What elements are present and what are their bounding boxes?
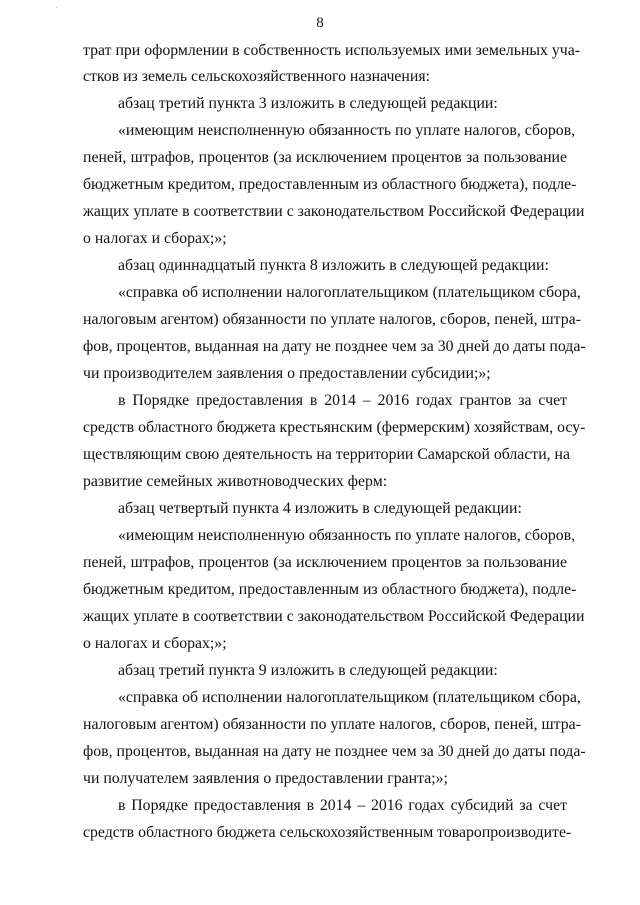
text-line-3: абзац третий пункта 3 изложить в следующей редакции: [118,95,498,112]
text-line-9: абзац одиннадцатый пункта 8 изложить в следующей редакции: [118,257,549,274]
text-line-20: пеней, штрафов, процентов (за исключением процентов за пользование [83,554,567,571]
text-line-29: в Порядке предоставления в 2014 – 2016 годах субсидий за счет [118,797,567,814]
text-line-30: средств областного бюджета сельскохозяйственным товаропроизводите- [83,824,572,841]
text-line-8: о налогах и сборах;»; [83,230,227,247]
text-line-2: стков из земель сельскохозяйственного назначения: [83,68,430,85]
text-line-16: ществляющим свою деятельность на территории Самарской области, на [83,446,571,463]
text-line-10: «справка об исполнении налогоплательщиком (плательщиком сбора, [118,284,581,301]
text-line-4: «имеющим неисполненную обязанность по уплате налогов, сборов, [118,122,576,139]
text-line-5: пеней, штрафов, процентов (за исключением процентов за пользование [83,149,567,166]
text-line-14: в Порядке предоставления в 2014 – 2016 годах грантов за счет [118,392,567,409]
text-line-22: жащих уплате в соответствии с законодательством Российской Федерации [83,608,585,625]
text-line-1: трат при оформлении в собственность используемых ими земельных уча- [83,42,581,59]
text-line-18: абзац четвертый пункта 4 изложить в следующей редакции: [118,500,522,517]
text-line-25: «справка об исполнении налогоплательщиком (плательщиком сбора, [118,689,581,706]
text-line-21: бюджетным кредитом, предоставленным из областного бюджета), подле- [83,581,577,598]
text-line-27: фов, процентов, выданная на дату не позднее чем за 30 дней до даты пода- [83,743,586,760]
scan-mark: . [56,2,58,10]
text-line-19: «имеющим неисполненную обязанность по уплате налогов, сборов, [118,527,576,544]
text-line-11: налоговым агентом) обязанности по уплате налогов, сборов, пеней, штра- [83,311,581,328]
text-line-17: развитие семейных животноводческих ферм: [83,473,388,490]
text-line-23: о налогах и сборах;»; [83,635,227,652]
text-line-13: чи производителем заявления о предоставлении субсидии;»; [83,365,491,382]
text-line-28: чи получателем заявления о предоставлении гранта;»; [83,770,448,787]
text-line-12: фов, процентов, выданная на дату не позднее чем за 30 дней до даты пода- [83,338,586,355]
text-line-26: налоговым агентом) обязанности по уплате налогов, сборов, пеней, штра- [83,716,581,733]
text-line-6: бюджетным кредитом, предоставленным из областного бюджета), подле- [83,176,577,193]
text-line-24: абзац третий пункта 9 изложить в следующей редакции: [118,662,498,679]
text-line-7: жащих уплате в соответствии с законодательством Российской Федерации [83,203,585,220]
page-number: 8 [316,15,324,31]
text-line-15: средств областного бюджета крестьянским (фермерским) хозяйствам, осу- [83,419,586,436]
